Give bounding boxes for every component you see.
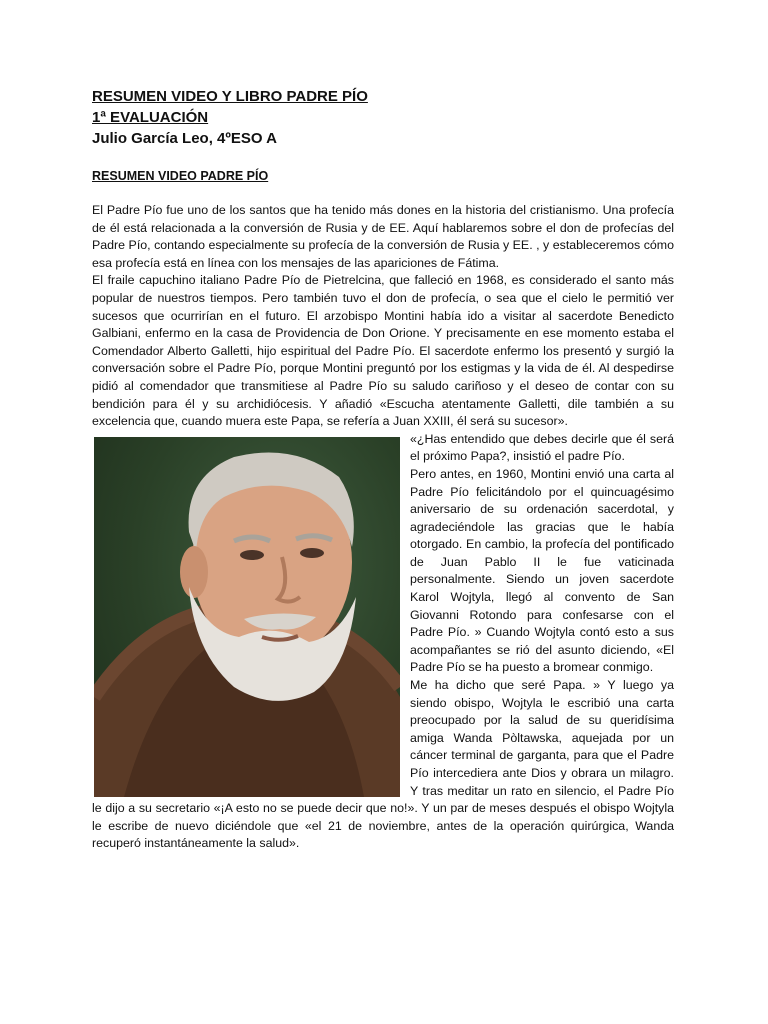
paragraph-1: El Padre Pío fue uno de los santos que ha tenido más dones en la historia del cristianismo. Una profecía de él está relacionada a la conversión de Rusia y de EE. Aquí hablaremos sobre el don de profecías del Padre Pío, contando especialmente su profecía de la conversión de Rusia y EE. , y estableceremos cómo esa profecía está en línea con los mensajes de las apariciones de Fátima. <box>92 203 674 270</box>
document-title: RESUMEN VIDEO Y LIBRO PADRE PÍO <box>92 88 368 105</box>
author-line: Julio García Leo, 4ºESO A <box>92 130 277 147</box>
portrait-photo-icon <box>94 437 400 797</box>
portrait-illustration <box>94 437 400 797</box>
evaluation-heading: 1ª EVALUACIÓN <box>92 109 209 126</box>
document-page <box>92 86 674 853</box>
paragraph-2: El fraile capuchino italiano Padre Pío de Pietrelcina, que falleció en 1968, es considerado el santo más popular de nuestros tiempos. Pero también tuvo el don de profecía, o sea que el cielo le permitió ver sucesos que ocurrirían en el futuro. El arzobispo Montini había ido a visitar al sacerdote Benedicto Galbiani, enfermo en la casa de Providencia de Don Orione. Y precisamente en ese momento estaba el Comendador Alberto Galletti, hijo espiritual del Padre Pío. El sacerdote enfermo los presentó y surgió la conversación sobre el Padre Pío, porque Montini preguntó por los estigmas y la vida de él. Al despedirse pidió al comendador que transmitiese al Padre Pío su saludo cariñoso y el deseo de contar con su bendición para él y su archidiócesis. Y añadió «Escucha atentamente Galletti, dile también a su excelencia que, cuando muera este Papa, se refería a Juan XXIII, él será su sucesor». <box>92 273 674 429</box>
paragraph-3: «¿Has entendido que debes decirle que él será el próximo Papa?, insistió el padre Pío. <box>410 431 674 464</box>
paragraph-4: Pero antes, en 1960, Montini envió una carta al Padre Pío felicitándolo por el quincuagésimo aniversario de su ordenación sacerdotal, y agradeciéndole las gracias que le había otorgado. En cambio, la profecía del pontificado de Juan Pablo II le fue vaticinada personalmente. Siendo un joven sacerdote Karol Wojtyla, llegó al convento de San Giovanni Rotondo para confesarse con el Padre Pío. » Cuando Wojtyla contó esto a sus acompañantes se rió del asunto diciendo, «El Padre Pío se ha puesto a bromear conmigo. <box>410 466 674 675</box>
paragraph-5: Me ha dicho que seré Papa. » Y luego ya siendo obispo, Wojtyla le escribió una carta preocupado por la salud de su queridísima amiga Wanda Pòltawska, aquejada por un cáncer terminal de garganta, para que el Padre Pío intercediera ante Dios y obrara un milagro. Y tras meditar un rato en silencio, el Padre Pío le dijo a su secretario «¡A esto no se puede decir que no!». Y un par de meses después el obispo Wojtyla le escribe de nuevo diciéndole que «el 21 de noviembre, antes de la operación quirúrgica, Wanda recuperó instantáneamente la salud». <box>92 678 674 851</box>
section-title: RESUMEN VIDEO PADRE PÍO <box>92 169 269 183</box>
